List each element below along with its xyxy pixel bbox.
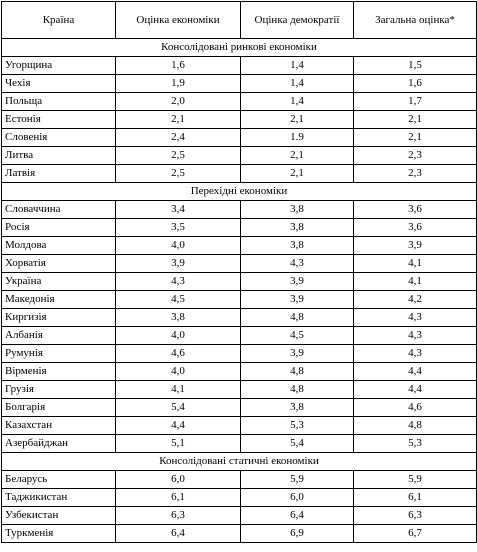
table-row <box>2 165 477 183</box>
democracy-score-cell: 3,8 <box>241 399 354 417</box>
table-row <box>2 435 477 453</box>
economy-score-cell: 5,1 <box>116 435 241 453</box>
table-row <box>2 345 477 363</box>
democracy-score-cell: 2,1 <box>241 111 354 129</box>
overall-score-cell: 2,3 <box>354 147 477 165</box>
economy-score-cell: 6,0 <box>116 471 241 489</box>
democracy-score-cell: 2,1 <box>241 147 354 165</box>
header-row <box>2 2 477 39</box>
group-row <box>2 453 477 471</box>
country-cell: Словаччина <box>2 201 116 219</box>
table-row <box>2 489 477 507</box>
overall-score-cell: 3,6 <box>354 201 477 219</box>
country-cell: Узбекистан <box>2 507 116 525</box>
overall-score-cell: 4,1 <box>354 255 477 273</box>
democracy-score-cell: 1,4 <box>241 93 354 111</box>
democracy-score-cell: 3,9 <box>241 273 354 291</box>
country-cell: Словенія <box>2 129 116 147</box>
country-cell: Хорватія <box>2 255 116 273</box>
overall-score-cell: 2,3 <box>354 165 477 183</box>
country-cell: Україна <box>2 273 116 291</box>
overall-score-cell: 4,8 <box>354 417 477 435</box>
header-overall-score: Загальна оцінка* <box>354 2 477 39</box>
country-cell: Латвія <box>2 165 116 183</box>
group-title: Консолідовані статичні економіки <box>2 453 477 471</box>
democracy-score-cell: 1.9 <box>241 129 354 147</box>
economy-score-cell: 3,8 <box>116 309 241 327</box>
table-row <box>2 255 477 273</box>
overall-score-cell: 4,2 <box>354 291 477 309</box>
table-row <box>2 363 477 381</box>
table-row <box>2 75 477 93</box>
country-cell: Росія <box>2 219 116 237</box>
scores-table <box>1 1 477 543</box>
overall-score-cell: 4,3 <box>354 345 477 363</box>
table-row <box>2 129 477 147</box>
overall-score-cell: 4,4 <box>354 363 477 381</box>
overall-score-cell: 6,1 <box>354 489 477 507</box>
overall-score-cell: 4,6 <box>354 399 477 417</box>
economy-score-cell: 6,3 <box>116 507 241 525</box>
country-cell: Беларусь <box>2 471 116 489</box>
country-cell: Литва <box>2 147 116 165</box>
democracy-score-cell: 3,8 <box>241 237 354 255</box>
overall-score-cell: 4,4 <box>354 381 477 399</box>
country-cell: Польща <box>2 93 116 111</box>
democracy-score-cell: 3,8 <box>241 219 354 237</box>
country-cell: Грузія <box>2 381 116 399</box>
table-row <box>2 507 477 525</box>
economy-score-cell: 5,4 <box>116 399 241 417</box>
table-row <box>2 381 477 399</box>
country-cell: Румунія <box>2 345 116 363</box>
economy-score-cell: 2,4 <box>116 129 241 147</box>
header-country: Країна <box>2 2 116 39</box>
country-cell: Македонія <box>2 291 116 309</box>
country-cell: Киргизія <box>2 309 116 327</box>
table-row <box>2 201 477 219</box>
country-cell: Албанія <box>2 327 116 345</box>
country-cell: Туркменія <box>2 525 116 543</box>
economy-score-cell: 4,5 <box>116 291 241 309</box>
group-row <box>2 39 477 57</box>
democracy-score-cell: 5,9 <box>241 471 354 489</box>
democracy-score-cell: 3,9 <box>241 291 354 309</box>
table-row <box>2 57 477 75</box>
table-row <box>2 471 477 489</box>
economy-score-cell: 3,4 <box>116 201 241 219</box>
overall-score-cell: 2,1 <box>354 129 477 147</box>
economy-score-cell: 1,6 <box>116 57 241 75</box>
table-row <box>2 309 477 327</box>
democracy-score-cell: 6,9 <box>241 525 354 543</box>
overall-score-cell: 1,5 <box>354 57 477 75</box>
economy-score-cell: 4,0 <box>116 363 241 381</box>
table-header <box>2 2 477 39</box>
democracy-score-cell: 1,4 <box>241 57 354 75</box>
economy-score-cell: 4,0 <box>116 237 241 255</box>
country-cell: Азербайджан <box>2 435 116 453</box>
table-row <box>2 417 477 435</box>
economy-score-cell: 3,5 <box>116 219 241 237</box>
country-cell: Угорщина <box>2 57 116 75</box>
country-cell: Естонія <box>2 111 116 129</box>
table-row <box>2 93 477 111</box>
economy-score-cell: 4,0 <box>116 327 241 345</box>
democracy-score-cell: 3,8 <box>241 201 354 219</box>
group-title: Перехідні економіки <box>2 183 477 201</box>
economy-score-cell: 2,0 <box>116 93 241 111</box>
overall-score-cell: 5,3 <box>354 435 477 453</box>
democracy-score-cell: 4,5 <box>241 327 354 345</box>
overall-score-cell: 1,7 <box>354 93 477 111</box>
overall-score-cell: 5,9 <box>354 471 477 489</box>
table-row <box>2 147 477 165</box>
democracy-score-cell: 1,4 <box>241 75 354 93</box>
country-cell: Казахстан <box>2 417 116 435</box>
table-row <box>2 525 477 543</box>
economy-score-cell: 6,4 <box>116 525 241 543</box>
economy-score-cell: 4,1 <box>116 381 241 399</box>
group-row <box>2 183 477 201</box>
economy-score-cell: 2,5 <box>116 147 241 165</box>
header-economy-score: Оцінка економіки <box>116 2 241 39</box>
overall-score-cell: 4,1 <box>354 273 477 291</box>
overall-score-cell: 6,3 <box>354 507 477 525</box>
democracy-score-cell: 2,1 <box>241 165 354 183</box>
overall-score-cell: 6,7 <box>354 525 477 543</box>
overall-score-cell: 2,1 <box>354 111 477 129</box>
table-body <box>2 39 477 543</box>
overall-score-cell: 3,9 <box>354 237 477 255</box>
democracy-score-cell: 4,8 <box>241 309 354 327</box>
democracy-score-cell: 5,3 <box>241 417 354 435</box>
democracy-score-cell: 4,8 <box>241 381 354 399</box>
table-row <box>2 291 477 309</box>
economy-score-cell: 2,5 <box>116 165 241 183</box>
democracy-score-cell: 5,4 <box>241 435 354 453</box>
economy-score-cell: 1,9 <box>116 75 241 93</box>
country-cell: Молдова <box>2 237 116 255</box>
overall-score-cell: 4,3 <box>354 309 477 327</box>
economy-score-cell: 4,4 <box>116 417 241 435</box>
table-row <box>2 237 477 255</box>
economy-score-cell: 4,6 <box>116 345 241 363</box>
democracy-score-cell: 4,8 <box>241 363 354 381</box>
overall-score-cell: 4,3 <box>354 327 477 345</box>
democracy-score-cell: 6,0 <box>241 489 354 507</box>
table-row <box>2 219 477 237</box>
table-row <box>2 273 477 291</box>
country-cell: Чехія <box>2 75 116 93</box>
economy-score-cell: 6,1 <box>116 489 241 507</box>
group-title: Консолідовані ринкові економіки <box>2 39 477 57</box>
country-cell: Вірменія <box>2 363 116 381</box>
overall-score-cell: 1,6 <box>354 75 477 93</box>
democracy-score-cell: 6,4 <box>241 507 354 525</box>
header-democracy-score: Оцінка демократії <box>241 2 354 39</box>
economy-score-cell: 2,1 <box>116 111 241 129</box>
economy-score-cell: 4,3 <box>116 273 241 291</box>
democracy-score-cell: 3,9 <box>241 345 354 363</box>
overall-score-cell: 3,6 <box>354 219 477 237</box>
table-row <box>2 111 477 129</box>
table-row <box>2 327 477 345</box>
democracy-score-cell: 4,3 <box>241 255 354 273</box>
country-cell: Таджикистан <box>2 489 116 507</box>
table-row <box>2 399 477 417</box>
economy-score-cell: 3,9 <box>116 255 241 273</box>
country-cell: Болгарія <box>2 399 116 417</box>
